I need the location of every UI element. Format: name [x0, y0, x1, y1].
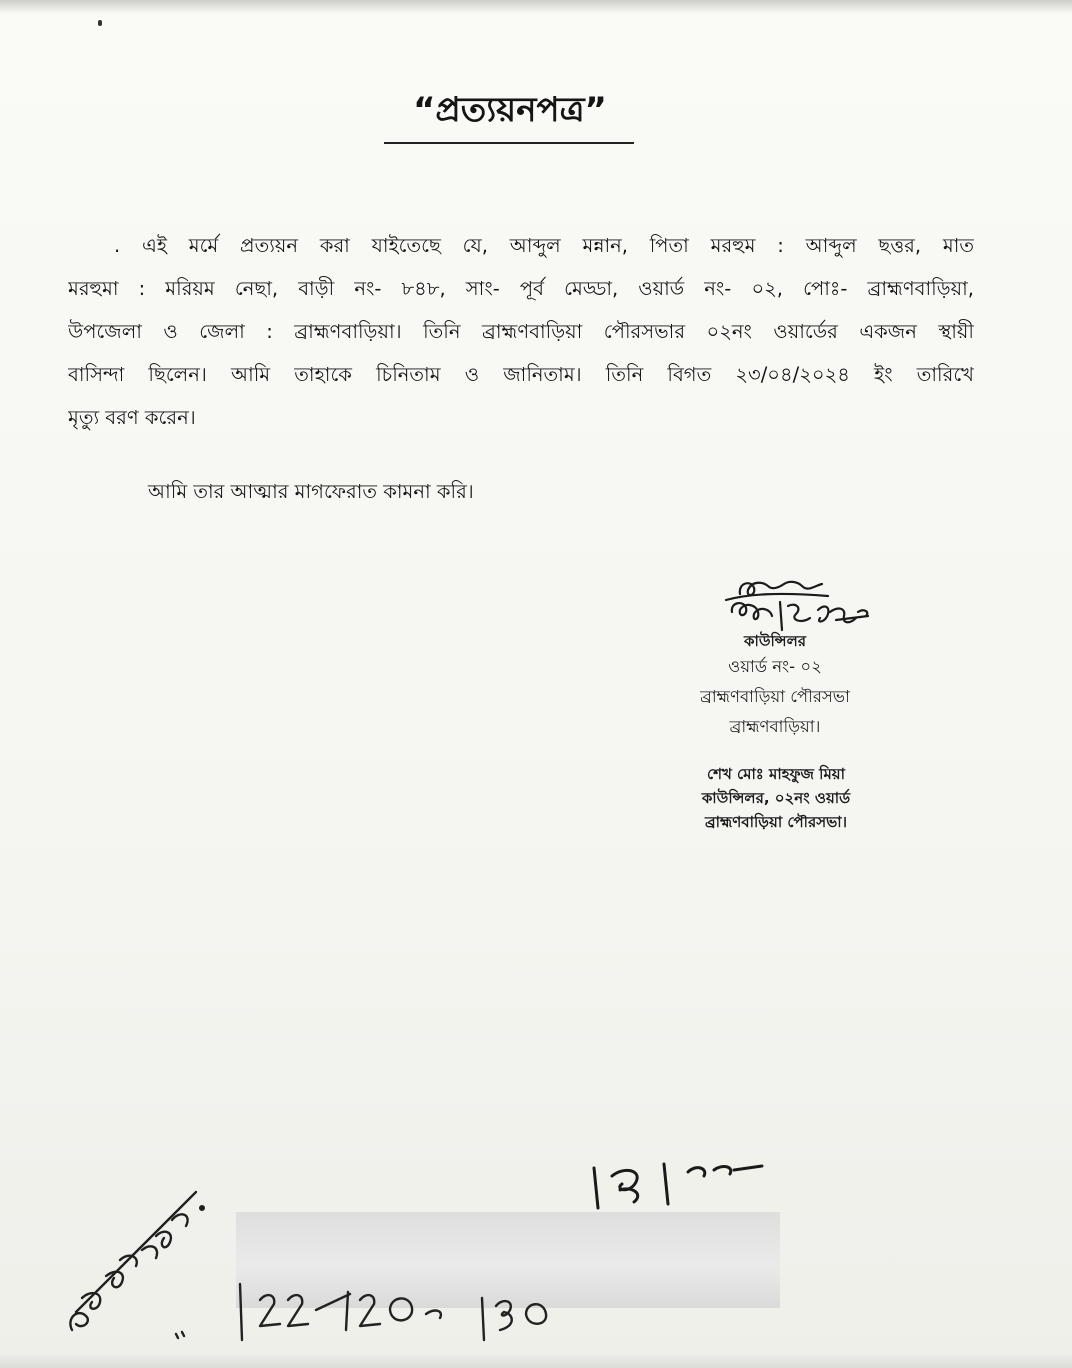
councillor-name-seal [666, 762, 886, 834]
municipality-name: ব্রাহ্মণবাড়িয়া পৌরসভা [700, 687, 850, 706]
ward-number: ওয়ার্ড নং- ০২ [728, 657, 822, 676]
page-bottom-edge [0, 1352, 1072, 1368]
body-line: উপজেলা ও জেলা : ব্রাহ্মণবাড়িয়া। তিনি ব্রাহ্মণবাড়িয়া পৌরসভার ০২নং ওয়ার্ডের একজন স্থায়ী [68, 320, 974, 343]
designation: কাউন্সিলর [743, 632, 807, 650]
ink-speck [98, 20, 102, 26]
handwritten-note-left [56, 1180, 226, 1350]
handwritten-memo-number [230, 1270, 590, 1350]
document-title: “প্রত্যয়নপত্র” [413, 90, 607, 130]
title-underline [384, 142, 634, 144]
district-name: ব্রাহ্মণবাড়িয়া। [729, 717, 821, 736]
seal-line: ব্রাহ্মণবাড়িয়া পৌরসভা। [705, 813, 847, 831]
body-line: . এই মর্মে প্রত্যয়ন করা যাইতেছে যে, আব্দুল মন্নান, পিতা মরহুম : আব্দুল ছত্তর, মাত [114, 234, 974, 257]
body-line: মরহুমা : মরিয়ম নেছা, বাড়ী নং- ৮৪৮, সাং- পূর্ব মেড্ডা, ওয়ার্ড নং- ০২, পোঃ- ব্রাহ্মণবাড়িয়া, [68, 277, 974, 300]
page-top-shadow [0, 0, 1072, 14]
prayer-line: আমি তার আত্মার মাগফেরাত কামনা করি। [148, 480, 474, 503]
seal-line: শেখ মোঃ মাহফুজ মিয়া [707, 765, 845, 783]
seal-line: কাউন্সিলর, ০২নং ওয়ার্ড [701, 789, 851, 807]
handwritten-date-mark [584, 1156, 794, 1216]
certificate-body [68, 224, 974, 439]
body-line: মৃত্যু বরণ করেন। [68, 406, 196, 429]
councillor-designation-stamp [660, 630, 890, 742]
body-line: বাসিন্দা ছিলেন। আমি তাহাকে চিনিতাম ও জানিতাম। তিনি বিগত ২৩/০৪/২০২৪ ইং তারিখে [68, 363, 974, 386]
